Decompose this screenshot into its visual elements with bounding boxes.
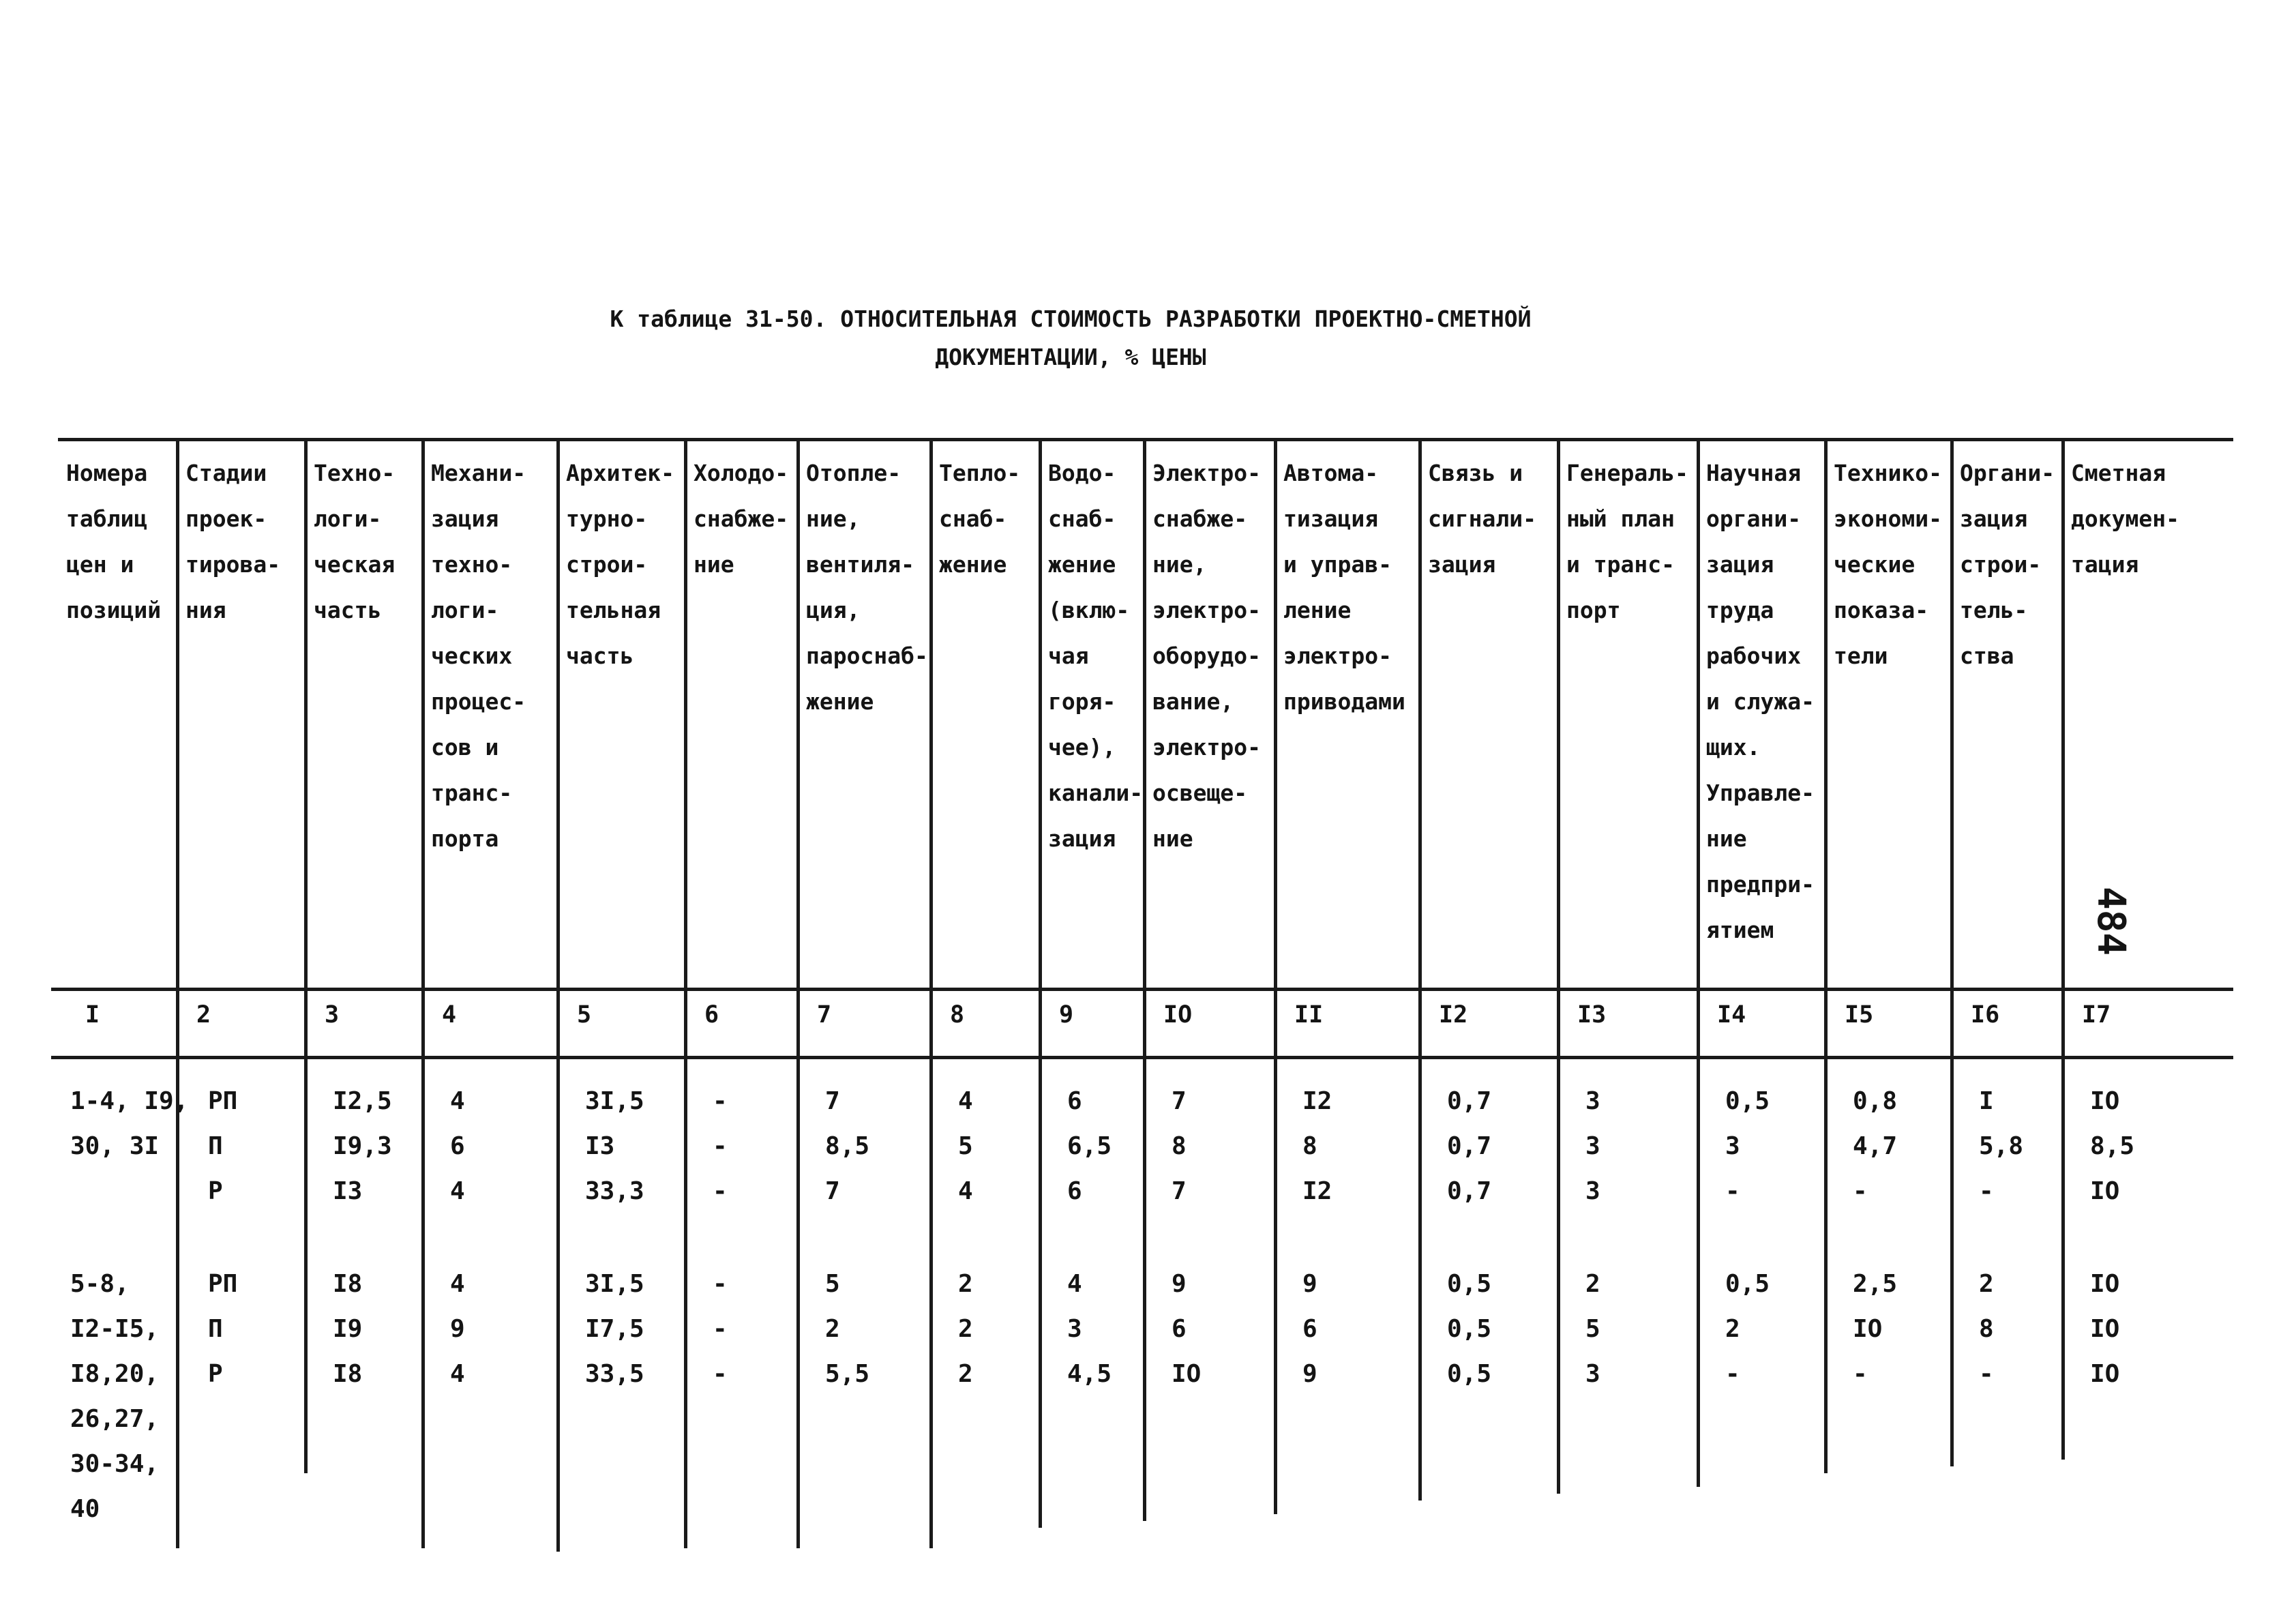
column-number: 6 bbox=[704, 1001, 719, 1029]
positions-cell: 1-4, I9, 30, 3I bbox=[70, 1087, 189, 1160]
column-number: I7 bbox=[2082, 1001, 2111, 1029]
column-number: IO bbox=[1163, 1001, 1193, 1029]
column-number: I3 bbox=[1577, 1001, 1607, 1029]
value-cell-mechanization: 9 bbox=[450, 1315, 465, 1343]
column-number: I2 bbox=[1439, 1001, 1468, 1029]
column-header-heat-supply: Тепло- снаб- жение bbox=[939, 460, 1021, 578]
stage-cell: Р bbox=[208, 1177, 223, 1205]
column-header-positions: Номера таблиц цен и позиций bbox=[66, 460, 162, 623]
page-number: 484 bbox=[2089, 887, 2133, 956]
value-cell-construction-organization: 2 bbox=[1979, 1270, 1994, 1298]
value-cell-power-supply: 7 bbox=[1172, 1087, 1187, 1115]
value-cell-automation: I2 bbox=[1302, 1177, 1332, 1205]
value-cell-labour-organization: - bbox=[1725, 1177, 1740, 1205]
value-cell-economics: 0,8 bbox=[1853, 1087, 1898, 1115]
column-number: 4 bbox=[442, 1001, 457, 1029]
column-header-construction-organization: Органи- зация строи- тель- ства bbox=[1960, 460, 2055, 669]
value-cell-construction-organization: 5,8 bbox=[1979, 1132, 2024, 1160]
value-cell-refrigeration: - bbox=[713, 1087, 728, 1115]
value-cell-construction-organization: - bbox=[1979, 1177, 1994, 1205]
column-header-technology: Техно- логи- ческая часть bbox=[314, 460, 396, 623]
value-cell-heating: 8,5 bbox=[825, 1132, 870, 1160]
column-header-refrigeration: Холодо- снабже- ние bbox=[694, 460, 789, 578]
value-cell-construction-organization: 8 bbox=[1979, 1315, 1994, 1343]
value-cell-technology: I2,5 bbox=[333, 1087, 392, 1115]
value-cell-refrigeration: - bbox=[713, 1177, 728, 1205]
column-header-heating: Отопле- ние, вентиля- ция, пароснаб- жение bbox=[806, 460, 928, 715]
column-number: I4 bbox=[1717, 1001, 1746, 1029]
column-number: 5 bbox=[577, 1001, 592, 1029]
column-divider bbox=[1950, 438, 1954, 1466]
value-cell-heating: 7 bbox=[825, 1177, 840, 1205]
value-cell-master-plan: 3 bbox=[1585, 1177, 1600, 1205]
value-cell-construction-organization: I bbox=[1979, 1087, 1994, 1115]
value-cell-economics: 4,7 bbox=[1853, 1132, 1898, 1160]
value-cell-refrigeration: - bbox=[713, 1270, 728, 1298]
value-cell-refrigeration: - bbox=[713, 1315, 728, 1343]
title-line-1: К таблице 31-50. ОТНОСИТЕЛЬНАЯ СТОИМОСТЬ РАЗРАБОТКИ ПРОЕКТНО-СМЕТНОЙ bbox=[610, 306, 1532, 332]
column-divider bbox=[684, 438, 687, 1548]
value-cell-automation: 9 bbox=[1302, 1360, 1317, 1388]
value-cell-heat-supply: 5 bbox=[958, 1132, 973, 1160]
value-cell-architecture: I3 bbox=[585, 1132, 615, 1160]
column-number: I bbox=[85, 1001, 100, 1029]
value-cell-mechanization: 4 bbox=[450, 1270, 465, 1298]
value-cell-communication: 0,5 bbox=[1447, 1270, 1492, 1298]
column-divider bbox=[796, 438, 800, 1548]
table-title bbox=[0, 300, 2141, 376]
table-rule-2 bbox=[51, 988, 2233, 991]
value-cell-economics: IO bbox=[1853, 1315, 1883, 1343]
value-cell-labour-organization: 3 bbox=[1725, 1132, 1740, 1160]
value-cell-communication: 0,7 bbox=[1447, 1087, 1492, 1115]
value-cell-power-supply: 6 bbox=[1172, 1315, 1187, 1343]
value-cell-technology: I9,3 bbox=[333, 1132, 392, 1160]
column-number: 9 bbox=[1059, 1001, 1074, 1029]
value-cell-mechanization: 4 bbox=[450, 1087, 465, 1115]
stage-cell: П bbox=[208, 1315, 223, 1343]
column-header-mechanization: Механи- зация техно- логи- ческих процес- сов и транс- порта bbox=[431, 460, 526, 852]
value-cell-architecture: 3I,5 bbox=[585, 1087, 644, 1115]
column-divider bbox=[304, 438, 308, 1473]
column-divider bbox=[421, 438, 425, 1548]
value-cell-labour-organization: 0,5 bbox=[1725, 1270, 1770, 1298]
value-cell-heat-supply: 2 bbox=[958, 1315, 973, 1343]
value-cell-refrigeration: - bbox=[713, 1132, 728, 1160]
column-divider bbox=[176, 438, 179, 1548]
column-number: I6 bbox=[1971, 1001, 2000, 1029]
column-number: 8 bbox=[950, 1001, 965, 1029]
value-cell-mechanization: 4 bbox=[450, 1360, 465, 1388]
value-cell-mechanization: 6 bbox=[450, 1132, 465, 1160]
value-cell-water-supply: 3 bbox=[1067, 1315, 1082, 1343]
value-cell-communication: 0,5 bbox=[1447, 1315, 1492, 1343]
column-divider bbox=[1697, 438, 1700, 1487]
column-header-water-supply: Водо- снаб- жение (вклю- чая горя- чее), канали- зация bbox=[1048, 460, 1144, 852]
column-header-estimate: Сметная докумен- тация bbox=[2071, 460, 2179, 578]
value-cell-water-supply: 4 bbox=[1067, 1270, 1082, 1298]
value-cell-construction-organization: - bbox=[1979, 1360, 1994, 1388]
value-cell-architecture: I7,5 bbox=[585, 1315, 644, 1343]
value-cell-master-plan: 3 bbox=[1585, 1132, 1600, 1160]
positions-cell: 5-8, I2-I5, I8,20, 26,27, 30-34, 40 bbox=[70, 1270, 160, 1523]
value-cell-estimate: IO bbox=[2090, 1315, 2120, 1343]
value-cell-power-supply: 9 bbox=[1172, 1270, 1187, 1298]
value-cell-labour-organization: - bbox=[1725, 1360, 1740, 1388]
value-cell-economics: - bbox=[1853, 1177, 1868, 1205]
column-header-economics: Технико- экономи- ческие показа- тели bbox=[1834, 460, 1942, 669]
value-cell-architecture: 3I,5 bbox=[585, 1270, 644, 1298]
value-cell-estimate: 8,5 bbox=[2090, 1132, 2135, 1160]
value-cell-mechanization: 4 bbox=[450, 1177, 465, 1205]
column-header-master-plan: Генераль- ный план и транс- порт bbox=[1566, 460, 1688, 623]
value-cell-automation: 8 bbox=[1302, 1132, 1317, 1160]
column-number: 7 bbox=[817, 1001, 832, 1029]
column-divider bbox=[1274, 438, 1277, 1514]
value-cell-automation: I2 bbox=[1302, 1087, 1332, 1115]
value-cell-communication: 0,7 bbox=[1447, 1177, 1492, 1205]
value-cell-estimate: IO bbox=[2090, 1177, 2120, 1205]
column-divider bbox=[2061, 438, 2065, 1460]
value-cell-power-supply: IO bbox=[1172, 1360, 1202, 1388]
value-cell-economics: - bbox=[1853, 1360, 1868, 1388]
value-cell-refrigeration: - bbox=[713, 1360, 728, 1388]
value-cell-master-plan: 3 bbox=[1585, 1360, 1600, 1388]
column-header-stages: Стадии проек- тирова- ния bbox=[185, 460, 281, 623]
value-cell-heating: 5 bbox=[825, 1270, 840, 1298]
column-header-architecture: Архитек- турно- строи- тельная часть bbox=[566, 460, 674, 669]
value-cell-labour-organization: 0,5 bbox=[1725, 1087, 1770, 1115]
value-cell-water-supply: 6 bbox=[1067, 1177, 1082, 1205]
value-cell-water-supply: 6 bbox=[1067, 1087, 1082, 1115]
value-cell-economics: 2,5 bbox=[1853, 1270, 1898, 1298]
value-cell-technology: I8 bbox=[333, 1270, 363, 1298]
column-header-communication: Связь и сигнали- зация bbox=[1428, 460, 1536, 578]
value-cell-technology: I3 bbox=[333, 1177, 363, 1205]
value-cell-heating: 2 bbox=[825, 1315, 840, 1343]
title-line-2: ДОКУМЕНТАЦИИ, % ЦЕНЫ bbox=[935, 344, 1206, 370]
column-divider bbox=[1824, 438, 1828, 1473]
value-cell-heat-supply: 2 bbox=[958, 1270, 973, 1298]
value-cell-master-plan: 2 bbox=[1585, 1270, 1600, 1298]
column-divider bbox=[556, 438, 560, 1552]
value-cell-automation: 9 bbox=[1302, 1270, 1317, 1298]
value-cell-heating: 7 bbox=[825, 1087, 840, 1115]
value-cell-communication: 0,7 bbox=[1447, 1132, 1492, 1160]
stage-cell: Р bbox=[208, 1360, 223, 1388]
value-cell-estimate: IO bbox=[2090, 1360, 2120, 1388]
column-divider bbox=[1039, 438, 1042, 1528]
value-cell-master-plan: 3 bbox=[1585, 1087, 1600, 1115]
value-cell-water-supply: 4,5 bbox=[1067, 1360, 1112, 1388]
value-cell-master-plan: 5 bbox=[1585, 1315, 1600, 1343]
value-cell-heat-supply: 4 bbox=[958, 1087, 973, 1115]
column-divider bbox=[1143, 438, 1146, 1521]
stage-cell: РП bbox=[208, 1087, 238, 1115]
value-cell-automation: 6 bbox=[1302, 1315, 1317, 1343]
value-cell-power-supply: 7 bbox=[1172, 1177, 1187, 1205]
column-header-automation: Автома- тизация и управ- ление электро- приводами bbox=[1283, 460, 1405, 715]
column-divider bbox=[1418, 438, 1422, 1501]
value-cell-communication: 0,5 bbox=[1447, 1360, 1492, 1388]
column-header-labour-organization: Научная органи- зация труда рабочих и служа- щих. Управле- ние предпри- ятием bbox=[1706, 460, 1815, 943]
stage-cell: П bbox=[208, 1132, 223, 1160]
value-cell-technology: I8 bbox=[333, 1360, 363, 1388]
column-header-power-supply: Электро- снабже- ние, электро- оборудо- вание, электро- освеще- ние bbox=[1152, 460, 1261, 852]
value-cell-architecture: 33,5 bbox=[585, 1360, 644, 1388]
column-divider bbox=[929, 438, 933, 1548]
value-cell-power-supply: 8 bbox=[1172, 1132, 1187, 1160]
value-cell-heat-supply: 2 bbox=[958, 1360, 973, 1388]
value-cell-architecture: 33,3 bbox=[585, 1177, 644, 1205]
value-cell-estimate: IO bbox=[2090, 1087, 2120, 1115]
value-cell-labour-organization: 2 bbox=[1725, 1315, 1740, 1343]
value-cell-estimate: IO bbox=[2090, 1270, 2120, 1298]
column-number: 3 bbox=[325, 1001, 340, 1029]
value-cell-heat-supply: 4 bbox=[958, 1177, 973, 1205]
column-number: 2 bbox=[196, 1001, 211, 1029]
column-divider bbox=[1557, 438, 1560, 1494]
column-number: I5 bbox=[1845, 1001, 1874, 1029]
value-cell-water-supply: 6,5 bbox=[1067, 1132, 1112, 1160]
stage-cell: РП bbox=[208, 1270, 238, 1298]
value-cell-heating: 5,5 bbox=[825, 1360, 870, 1388]
column-number: II bbox=[1294, 1001, 1324, 1029]
value-cell-technology: I9 bbox=[333, 1315, 363, 1343]
table-rule-3 bbox=[51, 1056, 2233, 1059]
